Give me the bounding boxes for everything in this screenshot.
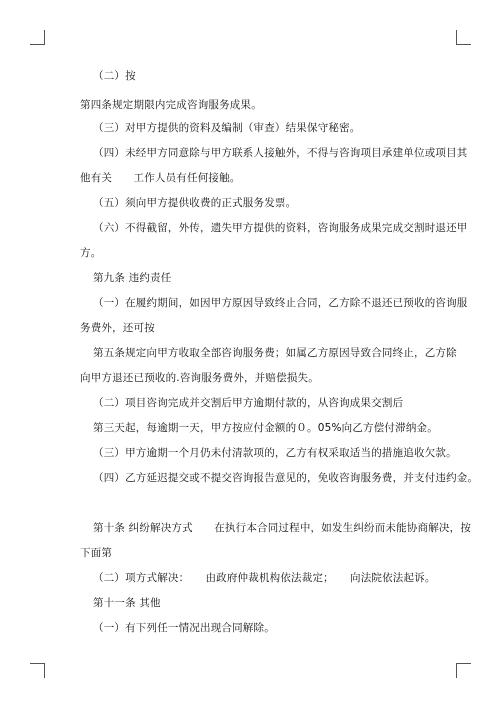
text-line: 下面第 <box>80 547 113 559</box>
text-line: 第十条 纠纷解决方式 在执行本合同过程中，如发生纠纷而未能协商解决，按 <box>93 522 472 534</box>
text-line: （二）项目咨询完成并交割后甲方逾期付款的，从咨询成果交割后 <box>93 397 404 409</box>
text-line: （二）按 <box>93 70 136 82</box>
crop-mark-top-right <box>456 30 471 45</box>
crop-mark-top-left <box>30 30 45 45</box>
text-line: （三）对甲方提供的资料及编制（审查）结果保守秘密。 <box>93 122 361 134</box>
text-line: 他有关 工作人员有任何接触。 <box>80 172 241 184</box>
text-line: （四）未经甲方同意除与甲方联系人接触外，不得与咨询项目承建单位或项目其 <box>93 147 468 159</box>
section-heading: 第九条 违约责任 <box>93 272 172 284</box>
section-heading: 第十一条 其他 <box>93 597 161 609</box>
text-line: （三）甲方逾期一个月仍未付清款项的，乙方有权采取适当的措施追收欠款。 <box>93 447 457 459</box>
text-line: 务费外，还可按 <box>80 322 155 334</box>
text-line: （六）不得截留，外传，遗失甲方提供的资料，咨询服务成果完成交割时退还甲 <box>93 222 468 234</box>
crop-mark-bottom-right <box>456 663 471 678</box>
text-line: （二）项方式解决： 由政府仲裁机构依法裁定； 向法院依法起诉。 <box>93 572 436 584</box>
text-line: 第三天起，每逾期一天，甲方按应付金额的０。05%向乙方偿付滞纳金。 <box>93 422 438 434</box>
text-line: （五）须向甲方提供收费的正式服务发票。 <box>93 197 297 209</box>
text-line: （四）乙方延迟提交或不提交咨询报告意见的，免收咨询服务费，并支付违约金。 <box>93 472 479 484</box>
text-line: 方。 <box>80 247 102 259</box>
text-line: 第四条规定期限内完成咨询服务成果。 <box>80 99 262 111</box>
text-line: 向甲方退还已预收的.咨询服务费外，并赔偿损失。 <box>80 372 319 384</box>
text-line: （一）有下列任一情况出现合同解除。 <box>93 622 275 634</box>
text-line: （一）在履约期间，如因甲方原因导致终止合同，乙方除不退还已预收的咨询服 <box>93 297 468 309</box>
text-line: 第五条规定向甲方收取全部咨询服务费；如属乙方原因导致合同终止，乙方除 <box>93 347 457 359</box>
crop-mark-bottom-left <box>30 663 45 678</box>
